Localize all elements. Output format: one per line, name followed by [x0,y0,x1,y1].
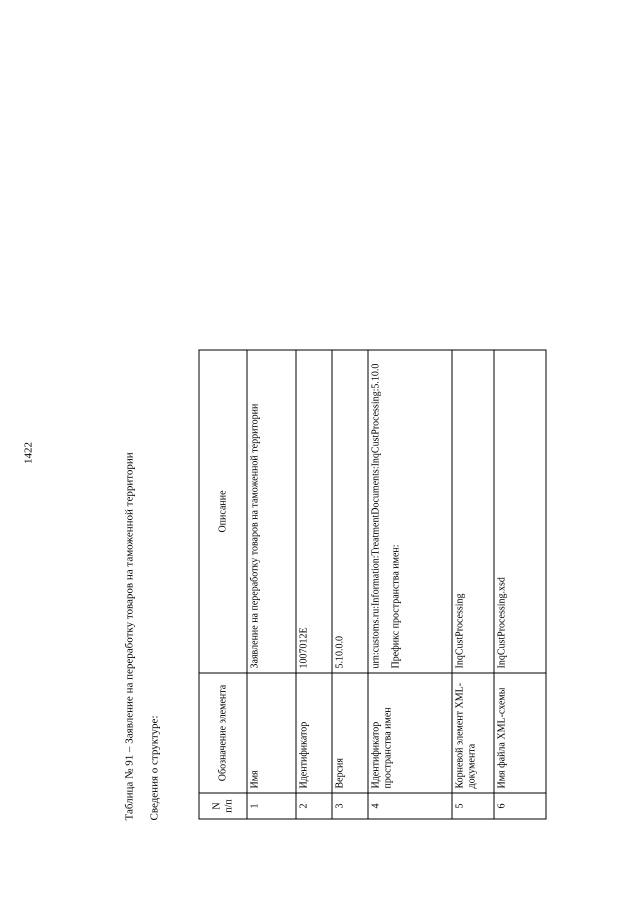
table-row [452,350,494,819]
row-element: Идентификатор [296,673,332,793]
page-number: 1422 [22,441,34,464]
row-element: Корневой элемент XML-документа [452,673,494,793]
intro-text: Сведения о структуре: [148,715,160,820]
row-description: Заявление на переработку товаров на таможенной территории [247,350,296,673]
row-number: 2 [296,793,332,819]
header-description: Описание [199,350,247,673]
row-number: 4 [368,793,452,819]
table-header-row [199,350,247,819]
header-number: N п/п [199,793,247,819]
table-row [368,350,452,819]
row-description: 1007012E [296,350,332,673]
structure-table [198,349,546,819]
row-number: 1 [247,793,296,819]
row-description: InqCustProcessing.xsd [494,350,546,673]
table-title: Таблица № 91 – Заявление на переработку товаров на таможенной территории [123,451,135,820]
row-description: 5.10.0.0 [332,350,368,673]
row-description [368,350,452,673]
namespace-prefix: Префикс пространства имен: [390,543,401,668]
header-element: Обозначение элемента [199,673,247,793]
row-number: 3 [332,793,368,819]
namespace-uri: urn:customs.ru:Information:TreatmentDocuments:InqCustProcessing:5.10.0 [370,363,381,668]
row-description: InqCustProcessing [452,350,494,673]
table-row [247,350,296,819]
row-element: Имя файла XML-схемы [494,673,546,793]
table-row [494,350,546,819]
table-row [332,350,368,819]
row-number: 6 [494,793,546,819]
table-row [296,350,332,819]
row-number: 5 [452,793,494,819]
row-element: Версия [332,673,368,793]
row-element: Идентификатор пространства имен [368,673,452,793]
row-element: Имя [247,673,296,793]
